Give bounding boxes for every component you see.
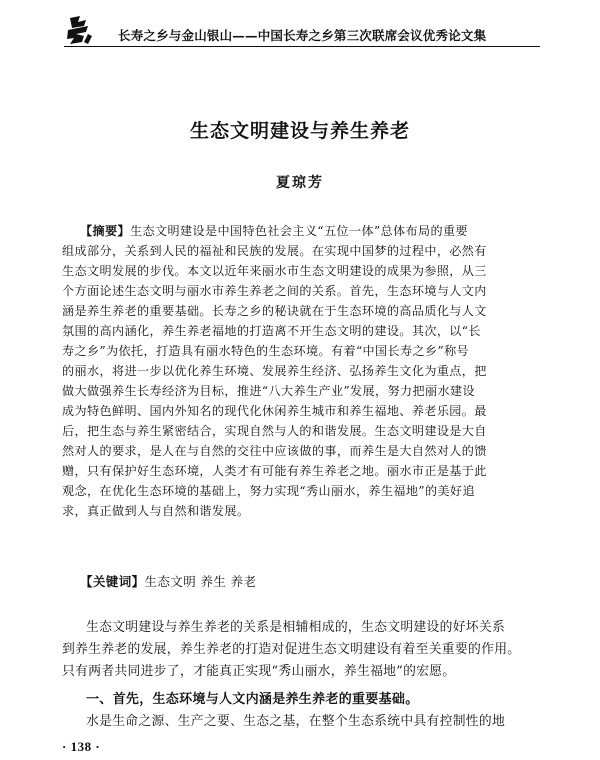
header-rule — [64, 46, 540, 47]
book-logo-icon — [64, 14, 94, 46]
article-author: 夏琼芳 — [276, 175, 324, 191]
abstract-line: 然对人的要求，是人在与自然的交往中应该做的事，而养生是大自然对人的馈 — [62, 444, 487, 458]
abstract-line: 氛围的高内涵化，养生养老福地的打造离不开生态文明的建设。其次，以“长 — [62, 324, 481, 338]
body-line: 生态文明建设与养生养老的关系是相辅相成的，生态文明建设的好坏关系 — [86, 620, 506, 635]
keywords-tag: 【关键词】 — [80, 574, 145, 589]
abstract-line: 后，把生态与养生紧密结合，实现自然与人的和谐发展。生态文明建设是大自 — [62, 424, 487, 438]
keywords — [80, 572, 256, 590]
abstract-line: 做大做强养生长寿经济为目标，推进“八大养生产业”发展，努力把丽水建设 — [62, 384, 475, 398]
abstract-line: 求，真正做到人与自然和谐发展。 — [62, 504, 250, 518]
keywords-text: 生态文明 养生 养老 — [144, 574, 257, 589]
abstract-line: 观念，在优化生态环境的基础上，努力实现“秀山丽水，养生福地”的美好追 — [62, 484, 475, 498]
abstract-line: 涵是养生养老的重要基础。长寿之乡的秘诀就在于生态环境的高品质化与人文 — [62, 304, 487, 318]
abstract-line: 组成部分，关系到人民的福祉和民族的发展。在实现中国梦的过程中，必然有 — [62, 244, 487, 258]
abstract-tag: 【摘要】 — [80, 224, 130, 238]
section-heading: 一、首先，生态环境与人文内涵是养生养老的重要基础。 — [86, 692, 419, 707]
abstract-line — [80, 222, 548, 241]
body-line: 到养生养老的发展，养生养老的打造对促进生态文明建设有着至关重要的作用。 — [62, 642, 521, 657]
abstract-line: 的丽水，将进一步以优化养生环境、发展养生经济、弘扬养生文化为重点，把 — [62, 364, 487, 378]
abstract-line: 生态文明发展的步伐。本文以近年来丽水市生态文明建设的成果为参照，从三 — [62, 264, 487, 278]
article-title: 生态文明建设与养生养老 — [189, 120, 410, 142]
running-header — [0, 0, 600, 56]
abstract-line: 赠，只有保护好生态环境，人类才有可能有养生养老之地。丽水市正是基于此 — [62, 464, 487, 478]
header-title: 长寿之乡与金山银山——中国长寿之乡第三次联席会议优秀论文集 — [118, 28, 487, 43]
page-number: · 138 · — [62, 739, 101, 754]
abstract-line: 个方面论述生态文明与丽水市养生养老之间的关系。首先，生态环境与人文内 — [62, 284, 487, 298]
body-line: 水是生命之源、生产之要、生态之基，在整个生态系统中具有控制性的地 — [86, 714, 506, 729]
body-line: 只有两者共同进步了，才能真正实现“秀山丽水，养生福地”的宏愿。 — [62, 664, 456, 679]
abstract-text: 生态文明建设是中国特色社会主义“五位一体”总体布局的重要 — [129, 224, 468, 238]
abstract-line: 成为特色鲜明、国内外知名的现代化休闲养生城市和养生福地、养老乐园。最 — [62, 404, 487, 418]
abstract-line: 寿之乡”为依托，打造具有丽水特色的生态环境。有着“中国长寿之乡”称号 — [62, 344, 470, 358]
